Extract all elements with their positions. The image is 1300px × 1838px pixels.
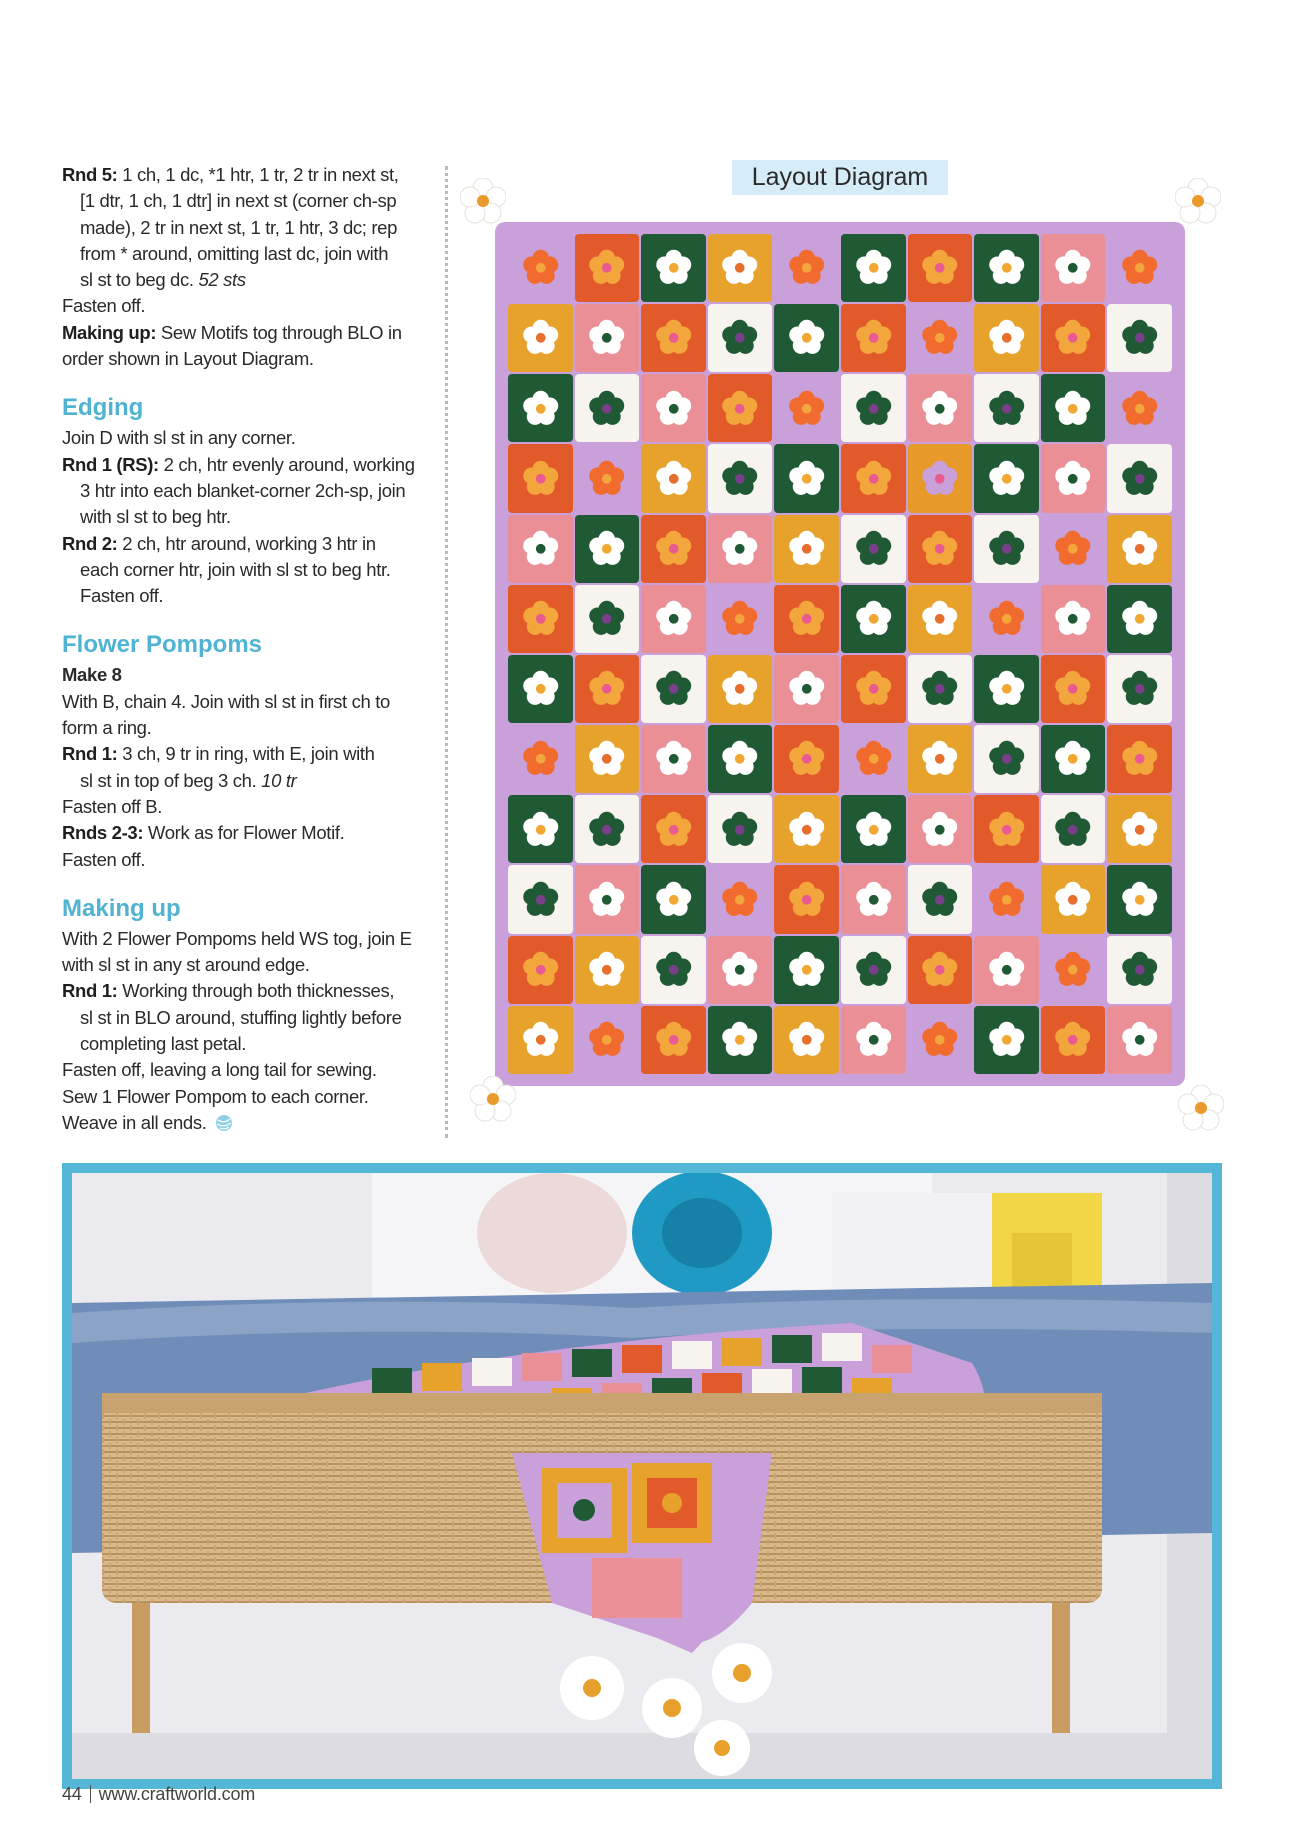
flower-motif-icon	[1121, 669, 1158, 709]
motif-square	[1041, 304, 1106, 372]
motif-square	[575, 725, 640, 793]
motif-square	[508, 725, 573, 793]
edging-heading: Edging	[62, 394, 144, 422]
motif-square	[774, 865, 839, 933]
flower-motif-icon	[855, 1020, 892, 1060]
flower-motif-icon	[721, 669, 758, 709]
edging-line: with sl st to beg htr.	[80, 506, 231, 528]
motif-square	[575, 936, 640, 1004]
making-up-line: Sew 1 Flower Pompom to each corner.	[62, 1085, 369, 1107]
motif-square	[908, 515, 973, 583]
motif-square	[575, 304, 640, 372]
flower-motif-icon	[788, 810, 825, 850]
page-footer	[62, 1784, 255, 1805]
instructions-column	[62, 162, 436, 1136]
bedroom-photo-illustration	[72, 1173, 1212, 1779]
layout-diagram-title: Layout Diagram	[732, 160, 948, 195]
flower-motif-icon	[988, 248, 1025, 288]
pompom-line: Fasten off B.	[62, 795, 163, 817]
edging-line: each corner htr, join with sl st to beg htr.	[80, 558, 391, 580]
flower-motif-icon	[1121, 810, 1158, 850]
flower-motif-icon	[788, 529, 825, 569]
edging-line: Join D with sl st in any corner.	[62, 427, 296, 449]
flower-motif-icon	[522, 1020, 559, 1060]
pompom-flower-icon	[460, 178, 506, 224]
motif-square	[974, 585, 1039, 653]
motif-square	[1107, 936, 1172, 1004]
motif-square	[708, 374, 773, 442]
motif-square	[908, 655, 973, 723]
motif-square	[1041, 865, 1106, 933]
motif-square	[974, 304, 1039, 372]
flower-motif-icon	[655, 529, 692, 569]
flower-motif-icon	[921, 459, 958, 499]
flower-motif-icon	[921, 810, 958, 850]
motif-square	[974, 444, 1039, 512]
motif-square	[908, 374, 973, 442]
motif-square	[841, 585, 906, 653]
motif-square	[641, 444, 706, 512]
making-up-line: Making up: Sew Motifs tog through BLO in	[62, 321, 402, 343]
motif-square	[908, 725, 973, 793]
flower-motif-icon	[655, 318, 692, 358]
motif-square	[575, 865, 640, 933]
motif-square	[841, 865, 906, 933]
flower-motif-icon	[788, 389, 825, 429]
motif-square	[508, 1006, 573, 1074]
flower-motif-icon	[788, 950, 825, 990]
flower-motif-icon	[855, 810, 892, 850]
motif-square	[641, 865, 706, 933]
flower-motif-icon	[588, 459, 625, 499]
making-up-rnd1: Rnd 1: Working through both thicknesses,	[62, 980, 395, 1002]
flower-motif-icon	[721, 810, 758, 850]
flower-motif-icon	[1121, 529, 1158, 569]
flower-motif-icon	[522, 248, 559, 288]
pompom-line: sl st in top of beg 3 ch. 10 tr	[80, 769, 297, 791]
motif-square	[508, 585, 573, 653]
motif-square	[641, 515, 706, 583]
motif-square	[908, 795, 973, 863]
flower-motif-icon	[522, 739, 559, 779]
motif-square	[1041, 374, 1106, 442]
flower-motif-icon	[655, 248, 692, 288]
rnd5-line: from * around, omitting last dc, join with	[80, 242, 389, 264]
motif-square	[1107, 374, 1172, 442]
motif-square	[708, 865, 773, 933]
flower-motif-icon	[588, 599, 625, 639]
website-link[interactable]: www.craftworld.com	[98, 1784, 256, 1804]
flower-motif-icon	[855, 669, 892, 709]
motif-square	[774, 304, 839, 372]
motif-square	[708, 444, 773, 512]
flower-motif-icon	[1054, 389, 1091, 429]
flower-motif-icon	[855, 529, 892, 569]
flower-motif-icon	[988, 529, 1025, 569]
flower-motif-icon	[1121, 1020, 1158, 1060]
pompom-flower-icon	[1178, 1085, 1224, 1131]
motif-square	[708, 1006, 773, 1074]
motif-square	[1041, 1006, 1106, 1074]
motif-square	[908, 585, 973, 653]
flower-motif-icon	[921, 599, 958, 639]
motif-square	[575, 795, 640, 863]
motif-square	[841, 725, 906, 793]
motif-square	[575, 655, 640, 723]
motif-square	[575, 585, 640, 653]
motif-square	[708, 234, 773, 302]
motif-square	[508, 655, 573, 723]
flower-motif-icon	[1121, 389, 1158, 429]
motif-square	[1107, 655, 1172, 723]
motif-square	[641, 1006, 706, 1074]
motif-grid	[508, 234, 1172, 1074]
pompom-flower-icon	[470, 1076, 516, 1122]
edging-line: Fasten off.	[80, 585, 164, 607]
flower-motif-icon	[788, 880, 825, 920]
edging-line: 3 htr into each blanket-corner 2ch-sp, join	[80, 479, 406, 501]
flower-motif-icon	[788, 248, 825, 288]
flower-motif-icon	[655, 880, 692, 920]
motif-square	[774, 515, 839, 583]
motif-square	[841, 374, 906, 442]
motif-square	[1107, 795, 1172, 863]
motif-square	[974, 515, 1039, 583]
motif-square	[1107, 234, 1172, 302]
motif-square	[708, 515, 773, 583]
motif-square	[1107, 444, 1172, 512]
flower-motif-icon	[988, 950, 1025, 990]
edging-rnd1: Rnd 1 (RS): 2 ch, htr evenly around, working	[62, 453, 415, 475]
motif-square	[508, 234, 573, 302]
flower-motif-icon	[721, 599, 758, 639]
flower-motif-icon	[1054, 599, 1091, 639]
flower-motif-icon	[921, 880, 958, 920]
motif-square	[774, 795, 839, 863]
flower-motif-icon	[788, 1020, 825, 1060]
flower-motif-icon	[1121, 459, 1158, 499]
motif-square	[1041, 936, 1106, 1004]
flower-motif-icon	[588, 880, 625, 920]
flower-motif-icon	[855, 739, 892, 779]
motif-square	[1041, 795, 1106, 863]
motif-square	[974, 374, 1039, 442]
motif-square	[508, 795, 573, 863]
making-up-line: With 2 Flower Pompoms held WS tog, join E	[62, 927, 412, 949]
footer-separator	[90, 1785, 91, 1803]
motif-square	[708, 304, 773, 372]
flower-motif-icon	[1054, 880, 1091, 920]
motif-square	[1041, 725, 1106, 793]
flower-motif-icon	[988, 810, 1025, 850]
rnd5-line: made), 2 tr in next st, 1 tr, 1 htr, 3 dc; rep	[80, 216, 398, 238]
rnd5-line: sl st to beg dc. 52 sts	[80, 269, 246, 291]
flower-motif-icon	[788, 669, 825, 709]
flower-motif-icon	[1121, 880, 1158, 920]
flower-motif-icon	[655, 810, 692, 850]
pompom-line: With B, chain 4. Join with sl st in first ch to	[62, 690, 390, 712]
motif-square	[575, 444, 640, 512]
flower-motif-icon	[855, 880, 892, 920]
motif-square	[841, 515, 906, 583]
pompom-rnd1: Rnd 1: 3 ch, 9 tr in ring, with E, join with	[62, 743, 375, 765]
motif-square	[974, 1006, 1039, 1074]
flower-motif-icon	[788, 459, 825, 499]
flower-motif-icon	[588, 389, 625, 429]
layout-diagram-blanket	[495, 222, 1185, 1086]
motif-square	[641, 795, 706, 863]
flower-motif-icon	[1121, 318, 1158, 358]
motif-square	[908, 936, 973, 1004]
photo-frame	[62, 1163, 1222, 1789]
rnd5-line: [1 dtr, 1 ch, 1 dtr] in next st (corner ch-sp	[80, 190, 397, 212]
motif-square	[774, 234, 839, 302]
flower-motif-icon	[655, 950, 692, 990]
flower-motif-icon	[721, 880, 758, 920]
motif-square	[508, 865, 573, 933]
motif-square	[641, 936, 706, 1004]
motif-square	[841, 936, 906, 1004]
flower-motif-icon	[721, 739, 758, 779]
flower-motif-icon	[655, 1020, 692, 1060]
flower-motif-icon	[721, 950, 758, 990]
motif-square	[774, 585, 839, 653]
flower-motif-icon	[921, 669, 958, 709]
yarn-ball-icon	[215, 1114, 233, 1132]
motif-square	[908, 234, 973, 302]
motif-square	[641, 234, 706, 302]
motif-square	[1107, 865, 1172, 933]
flower-motif-icon	[721, 318, 758, 358]
flower-motif-icon	[988, 389, 1025, 429]
making-up-line: Fasten off, leaving a long tail for sewing.	[62, 1059, 377, 1081]
motif-square	[1041, 585, 1106, 653]
motif-square	[774, 936, 839, 1004]
flower-motif-icon	[788, 599, 825, 639]
making-up-line: Weave in all ends.	[62, 1110, 436, 1136]
motif-square	[908, 865, 973, 933]
motif-square	[708, 585, 773, 653]
motif-square	[1107, 585, 1172, 653]
flower-motif-icon	[921, 739, 958, 779]
motif-square	[1041, 515, 1106, 583]
motif-square	[508, 936, 573, 1004]
motif-square	[508, 515, 573, 583]
motif-square	[641, 304, 706, 372]
flower-motif-icon	[988, 318, 1025, 358]
motif-square	[1041, 444, 1106, 512]
flower-motif-icon	[721, 389, 758, 429]
flower-motif-icon	[788, 739, 825, 779]
flower-motif-icon	[1054, 248, 1091, 288]
flower-motif-icon	[921, 529, 958, 569]
motif-square	[974, 865, 1039, 933]
page-number: 44	[62, 1784, 82, 1804]
flower-motif-icon	[721, 1020, 758, 1060]
flower-motif-icon	[855, 599, 892, 639]
flower-motif-icon	[588, 248, 625, 288]
flower-motif-icon	[522, 318, 559, 358]
making-up-line: completing last petal.	[80, 1033, 247, 1055]
flower-motif-icon	[921, 318, 958, 358]
motif-square	[575, 1006, 640, 1074]
flower-motif-icon	[588, 950, 625, 990]
flower-motif-icon	[655, 739, 692, 779]
flower-motif-icon	[588, 529, 625, 569]
motif-square	[708, 936, 773, 1004]
motif-square	[708, 725, 773, 793]
flower-motif-icon	[588, 669, 625, 709]
flower-motif-icon	[522, 599, 559, 639]
make-count: Make 8	[62, 664, 122, 686]
motif-square	[974, 795, 1039, 863]
motif-square	[1107, 725, 1172, 793]
flower-motif-icon	[855, 248, 892, 288]
flower-motif-icon	[721, 248, 758, 288]
flower-motif-icon	[588, 1020, 625, 1060]
motif-square	[774, 374, 839, 442]
flower-motif-icon	[988, 880, 1025, 920]
motif-square	[1107, 304, 1172, 372]
flower-motif-icon	[855, 950, 892, 990]
flower-motif-icon	[655, 459, 692, 499]
flower-motif-icon	[655, 389, 692, 429]
motif-square	[974, 234, 1039, 302]
motif-square	[774, 1006, 839, 1074]
flower-motif-icon	[988, 1020, 1025, 1060]
making-up-heading: Making up	[62, 894, 181, 922]
flower-motif-icon	[1054, 739, 1091, 779]
motif-square	[841, 304, 906, 372]
flower-motif-icon	[721, 529, 758, 569]
motif-square	[1107, 1006, 1172, 1074]
bedroom-photo	[72, 1173, 1212, 1779]
motif-square	[908, 304, 973, 372]
fasten-off-text: Fasten off.	[62, 295, 146, 317]
flower-motif-icon	[988, 669, 1025, 709]
flower-motif-icon	[522, 669, 559, 709]
flower-motif-icon	[655, 669, 692, 709]
flower-motif-icon	[1054, 459, 1091, 499]
flower-motif-icon	[988, 599, 1025, 639]
flower-motif-icon	[655, 599, 692, 639]
motif-square	[908, 444, 973, 512]
flower-motif-icon	[921, 1020, 958, 1060]
motif-square	[974, 725, 1039, 793]
motif-square	[575, 234, 640, 302]
making-up-line: sl st in BLO around, stuffing lightly before	[80, 1006, 402, 1028]
pompom-flower-icon	[1175, 178, 1221, 224]
motif-square	[641, 374, 706, 442]
motif-square	[841, 1006, 906, 1074]
flower-motif-icon	[588, 739, 625, 779]
flower-motif-icon	[522, 880, 559, 920]
motif-square	[974, 655, 1039, 723]
flower-motif-icon	[588, 810, 625, 850]
motif-square	[841, 444, 906, 512]
motif-square	[974, 936, 1039, 1004]
flower-motif-icon	[1054, 950, 1091, 990]
flower-motif-icon	[921, 389, 958, 429]
motif-square	[508, 304, 573, 372]
making-up-line: order shown in Layout Diagram.	[62, 348, 314, 370]
pompom-line: form a ring.	[62, 717, 152, 739]
flower-motif-icon	[988, 739, 1025, 779]
motif-square	[774, 655, 839, 723]
pompom-line: Fasten off.	[62, 848, 146, 870]
pompom-rnds: Rnds 2-3: Work as for Flower Motif.	[62, 822, 345, 844]
motif-square	[774, 725, 839, 793]
flower-motif-icon	[588, 318, 625, 358]
flower-pompoms-heading: Flower Pompoms	[62, 631, 263, 659]
motif-square	[575, 374, 640, 442]
flower-motif-icon	[522, 810, 559, 850]
flower-motif-icon	[855, 459, 892, 499]
motif-square	[908, 1006, 973, 1074]
flower-motif-icon	[921, 950, 958, 990]
motif-square	[774, 444, 839, 512]
motif-square	[1041, 655, 1106, 723]
motif-square	[641, 655, 706, 723]
flower-motif-icon	[1054, 318, 1091, 358]
flower-motif-icon	[522, 389, 559, 429]
flower-motif-icon	[855, 318, 892, 358]
flower-motif-icon	[1121, 739, 1158, 779]
rnd5-line: Rnd 5: 1 ch, 1 dc, *1 htr, 1 tr, 2 tr in next st,	[62, 164, 399, 185]
making-up-line: with sl st in any st around edge.	[62, 954, 310, 976]
motif-square	[708, 795, 773, 863]
motif-square	[1107, 515, 1172, 583]
motif-square	[841, 234, 906, 302]
flower-motif-icon	[1121, 248, 1158, 288]
flower-motif-icon	[788, 318, 825, 358]
flower-motif-icon	[988, 459, 1025, 499]
edging-rnd2: Rnd 2: 2 ch, htr around, working 3 htr in	[62, 532, 376, 554]
motif-square	[841, 795, 906, 863]
motif-square	[641, 725, 706, 793]
flower-motif-icon	[522, 950, 559, 990]
motif-square	[575, 515, 640, 583]
flower-motif-icon	[522, 529, 559, 569]
flower-motif-icon	[1121, 950, 1158, 990]
flower-motif-icon	[1054, 810, 1091, 850]
flower-motif-icon	[522, 459, 559, 499]
flower-motif-icon	[1054, 1020, 1091, 1060]
motif-square	[508, 444, 573, 512]
flower-motif-icon	[1054, 529, 1091, 569]
motif-square	[841, 655, 906, 723]
flower-motif-icon	[855, 389, 892, 429]
flower-motif-icon	[1054, 669, 1091, 709]
flower-motif-icon	[1121, 599, 1158, 639]
motif-square	[1041, 234, 1106, 302]
flower-motif-icon	[921, 248, 958, 288]
motif-square	[708, 655, 773, 723]
column-divider	[445, 166, 448, 1138]
flower-motif-icon	[721, 459, 758, 499]
motif-square	[508, 374, 573, 442]
motif-square	[641, 585, 706, 653]
